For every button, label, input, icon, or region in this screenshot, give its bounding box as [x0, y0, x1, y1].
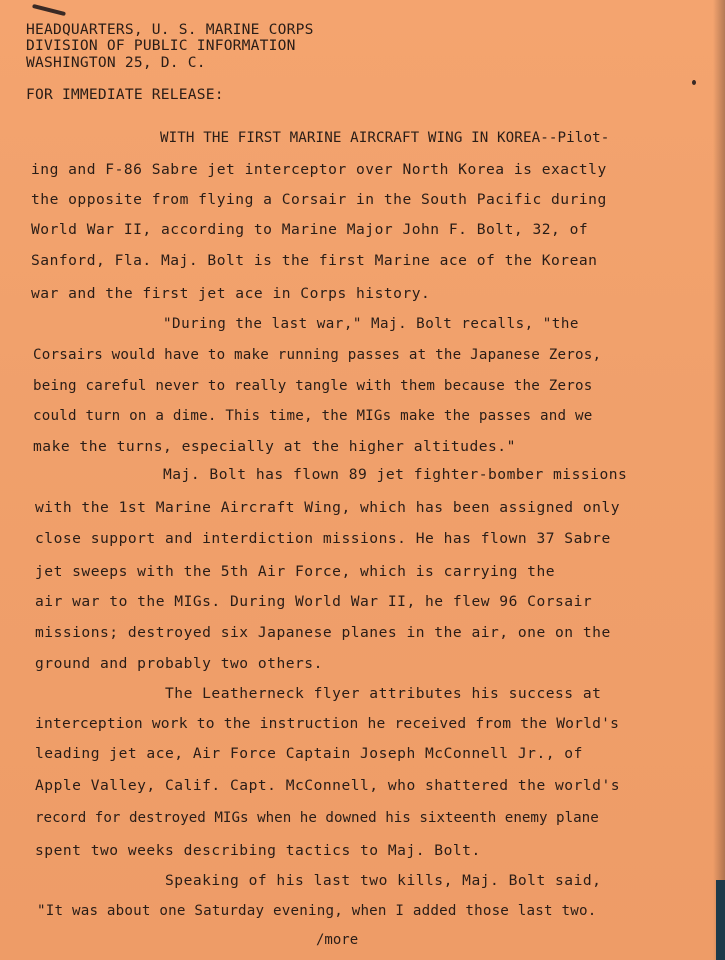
body-line-4: World War II, according to Marine Major John F. Bolt, 32, of: [31, 221, 589, 238]
body-line-17: missions; destroyed six Japanese planes in the air, one on the: [35, 624, 611, 641]
body-line-3: the opposite from flying a Corsair in the South Pacific during: [31, 191, 607, 208]
body-line-24: spent two weeks describing tactics to Maj. Bolt.: [35, 842, 481, 859]
body-line-1: WITH THE FIRST MARINE AIRCRAFT WING IN KOREA--Pilot-: [160, 130, 610, 146]
body-line-23: record for destroyed MIGs when he downed his sixteenth enemy plane: [35, 810, 599, 826]
ink-speck: [692, 80, 696, 85]
body-line-26: "It was about one Saturday evening, when I added those last two.: [37, 903, 597, 919]
body-line-12: Maj. Bolt has flown 89 jet fighter-bomber missions: [163, 466, 628, 483]
pen-mark: [32, 4, 66, 16]
body-line-14: close support and interdiction missions. He has flown 37 Sabre: [35, 530, 611, 547]
header-organization: HEADQUARTERS, U. S. MARINE CORPS: [26, 21, 314, 38]
body-line-11: make the turns, especially at the higher altitudes.": [33, 438, 516, 455]
body-line-18: ground and probably two others.: [35, 655, 323, 672]
release-notice: FOR IMMEDIATE RELEASE:: [26, 86, 224, 103]
body-line-2: ing and F-86 Sabre jet interceptor over North Korea is exactly: [31, 161, 607, 178]
body-line-15: jet sweeps with the 5th Air Force, which is carrying the: [35, 563, 556, 580]
body-line-19: The Leatherneck flyer attributes his success at: [165, 685, 602, 702]
continuation-mark: /more: [316, 932, 359, 948]
body-line-20: interception work to the instruction he received from the World's: [35, 715, 620, 732]
body-line-8: Corsairs would have to make running passes at the Japanese Zeros,: [33, 347, 602, 363]
header-address: WASHINGTON 25, D. C.: [26, 54, 206, 71]
body-line-13: with the 1st Marine Aircraft Wing, which has been assigned only: [35, 499, 621, 516]
body-line-10: could turn on a dime. This time, the MIGs make the passes and we: [33, 408, 593, 424]
body-line-6: war and the first jet ace in Corps history.: [31, 285, 431, 302]
body-line-25: Speaking of his last two kills, Maj. Bolt said,: [165, 872, 602, 889]
body-line-5: Sanford, Fla. Maj. Bolt is the first Marine ace of the Korean: [31, 252, 598, 269]
header-division: DIVISION OF PUBLIC INFORMATION: [26, 37, 296, 54]
body-line-9: being careful never to really tangle with them because the Zeros: [33, 378, 593, 394]
body-line-7: "During the last war," Maj. Bolt recalls, "the: [163, 316, 579, 332]
page-edge-background: [716, 880, 725, 960]
page-edge-shadow: [713, 0, 725, 960]
body-line-22: Apple Valley, Calif. Capt. McConnell, who shattered the world's: [35, 777, 621, 794]
body-line-16: air war to the MIGs. During World War II, he flew 96 Corsair: [35, 593, 593, 610]
body-line-21: leading jet ace, Air Force Captain Joseph McConnell Jr., of: [35, 745, 583, 762]
